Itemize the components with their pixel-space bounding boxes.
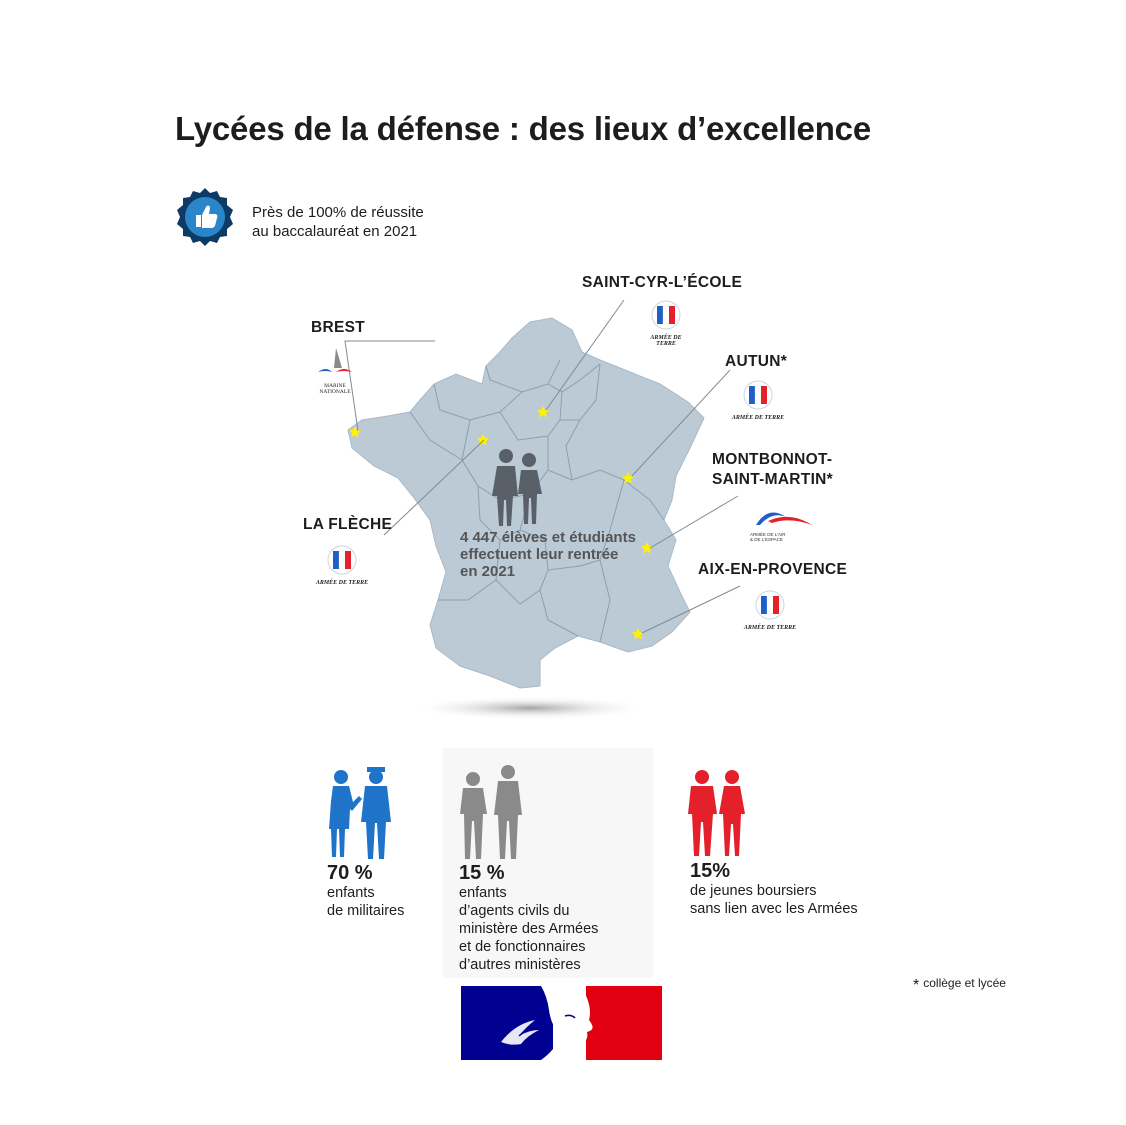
success-rate-line-2: au baccalauréat en 2021 [252,223,418,240]
city-label-la-fleche: LA FLÈCHE [303,516,393,533]
armee-de-terre-text: ARMÉE DE TERRE [650,335,682,347]
city-label-montbonnot-line-1: MONTBONNOT- [712,451,833,468]
civil-agents-silhouette-icon [457,763,527,859]
footnote [913,976,1006,995]
footnote-text: collège et lycée [923,976,1006,990]
armee-de-l-air-logo [750,503,814,542]
success-rate-text [252,203,424,241]
armee-de-terre-logo-autun [730,380,786,420]
page-title: Lycées de la défense : des lieux d’excellence [175,110,871,147]
air-text-line-1: ARMÉE DE L’AIR [750,532,786,537]
stat-civil-percentage: 15 % [459,862,505,884]
stat-military [327,862,404,920]
city-label-brest: BREST [311,319,366,336]
stat-scholarship-percentage: 15% [690,860,731,882]
stat-scholarship-line-1: de jeunes boursiers [690,883,817,899]
armee-de-terre-text: ARMÉE DE TERRE [743,625,797,631]
armee-de-terre-logo-aix [742,590,798,630]
stat-military-line-1: enfants [327,885,375,901]
stat-scholarship-line-2: sans lien avec les Armées [690,901,858,917]
stat-civil-line-4: et de fonctionnaires [459,939,586,955]
stat-scholarship [690,860,858,918]
air-text-line-2: & DE L’ESPACE [750,537,783,542]
stat-civil [459,862,598,974]
footnote-star: * [913,977,920,994]
marine-nationale-text [312,383,358,395]
armee-de-terre-logo-saint-cyr [640,300,692,347]
success-rate-line-1: Près de 100% de réussite [252,204,424,221]
students-count-text [460,529,636,580]
students-count-line-1: 4 447 élèves et étudiants [460,529,636,546]
armee-de-l-air-text [750,532,814,542]
stat-civil-line-2: d’agents civils du [459,903,570,919]
armee-de-terre-text: ARMÉE DE TERRE [731,415,785,421]
city-label-montbonnot [712,450,833,490]
city-label-aix: AIX-EN-PROVENCE [698,561,848,578]
marine-text-line-1: MARINE [324,383,346,389]
city-label-montbonnot-line-2: SAINT-MARTIN* [712,471,834,488]
thumbs-up-badge-icon [175,187,235,247]
stat-military-line-2: de militaires [327,903,405,919]
stat-civil-line-5: d’autres ministères [459,957,581,973]
stat-civil-line-1: enfants [459,885,507,901]
students-count-line-2: effectuent leur rentrée [460,546,619,563]
armee-de-terre-logo-la-fleche [314,545,370,585]
city-label-autun: AUTUN* [725,353,788,370]
military-family-silhouette-icon [325,763,395,859]
map-shadow [410,696,650,720]
marine-nationale-logo [312,346,358,394]
stat-civil-line-3: ministère des Armées [459,921,599,937]
stat-military-percentage: 70 % [327,862,373,884]
city-label-saint-cyr: SAINT-CYR-L’ÉCOLE [582,274,743,291]
marianne-logo [461,986,662,1060]
scholarship-youths-silhouette-icon [684,765,754,857]
students-count-line-3: en 2021 [460,563,516,580]
marine-text-line-2: NATIONALE [319,389,351,395]
armee-de-terre-text: ARMÉE DE TERRE [315,580,369,586]
